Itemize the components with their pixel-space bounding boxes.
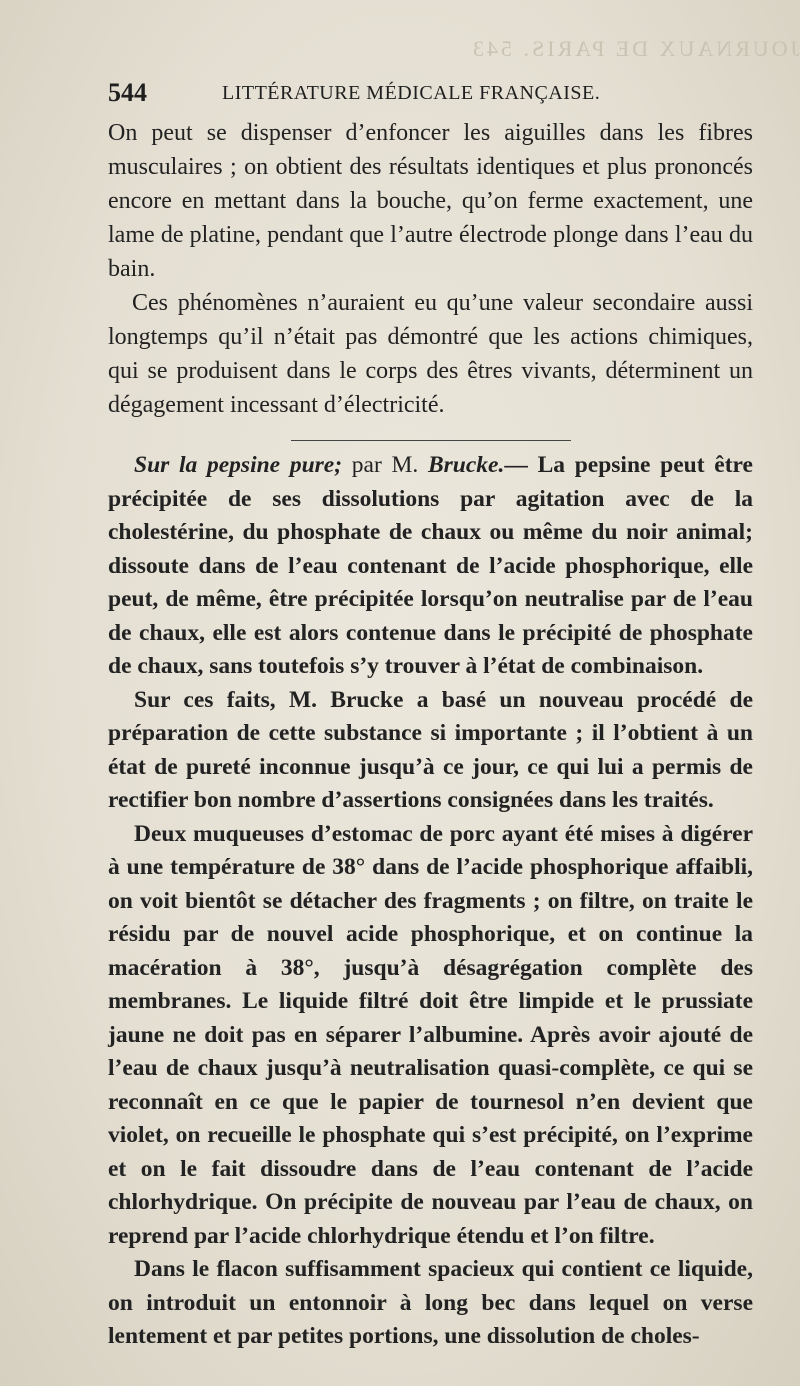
article-pepsine	[108, 449, 753, 1354]
paragraph-electrodes: On peut se dispenser d’enfoncer les aiguilles dans les fibres musculaires ; on obtient des résultats identiques et plus prononcés encore en mettant dans la bouche, qu’on ferme exactement, une lame de platine, pendant que l’autre électrode plonge dans l’eau du bain.	[108, 120, 753, 282]
paragraph-methode: Deux muqueuses d’estomac de porc ayant été mises à digérer à une température de 38° dans de l’acide phosphorique affaibli, on voit bientôt se détacher des fragments ; on filtre, on traite le résidu par de nouvel acide phosphorique, et on continue la macération à 38°, jusqu’à désagrégation complète des membranes. Le liquide filtré doit être limpide et le prussiate jaune ne doit pas en séparer l’albumine. Après avoir ajouté de l’eau de chaux jusqu’à neutralisation quasi-complète, ce qui se reconnaît en ce que le papier de tournesol n’en devient que violet, on recueille le phosphate qui s’est précipité, on l’exprime et on le fait dissoudre dans de l’eau contenant de l’acide chlorhydrique. On précipite de nouveau par l’eau de chaux, on reprend par l’acide chlorhydrique étendu et l’on filtre.	[108, 820, 753, 1249]
page-number: 544	[108, 78, 147, 107]
paragraph-flacon: Dans le flacon suffisamment spacieux qui contient ce liquide, on introduit un entonnoir à long bec dans lequel on verse lentement et par petites portions, une dissolution de choles-	[108, 1256, 753, 1349]
running-head: LITTÉRATURE MÉDICALE FRANÇAISE.	[222, 82, 601, 104]
paragraph-procede: Sur ces faits, M. Brucke a basé un nouveau procédé de préparation de cette substance si importante ; il l’obtient à un état de pureté inconnue jusqu’à ce jour, ce qui lui a permis de rectifier bon nombre d’assertions consignées dans les traités.	[108, 686, 753, 813]
page-header	[108, 78, 753, 108]
section-divider	[291, 440, 571, 441]
article-byline-prefix: par M.	[342, 452, 428, 478]
page-body	[108, 116, 753, 1354]
bleed-through-text: JOURNAUX DE PARIS. 543	[470, 36, 800, 61]
paragraph-electricity: Ces phénomènes n’auraient eu qu’une valeur secondaire aussi longtemps qu’il n’était pas démontré que les actions chimiques, qui se produisent dans le corps des êtres vivants, déterminent un dégagement incessant d’électricité.	[108, 290, 753, 418]
article-title: Sur la pepsine pure;	[134, 452, 343, 478]
article-author: Brucke.	[427, 452, 505, 478]
paragraph-pepsine-intro	[108, 449, 753, 684]
paragraph-pepsine-text: — La pepsine peut être précipitée de ses dissolutions par agitation avec de la cholestérine, du phosphate de chaux ou même du noir animal; dissoute dans de l’eau contenant de l’acide phosphorique, elle peut, de même, être précipitée lorsqu’on neutralise par de l’eau de chaux, elle est alors contenue dans le précipité de phosphate de chaux, sans toutefois s’y trouver à l’état de combinaison.	[108, 452, 753, 679]
